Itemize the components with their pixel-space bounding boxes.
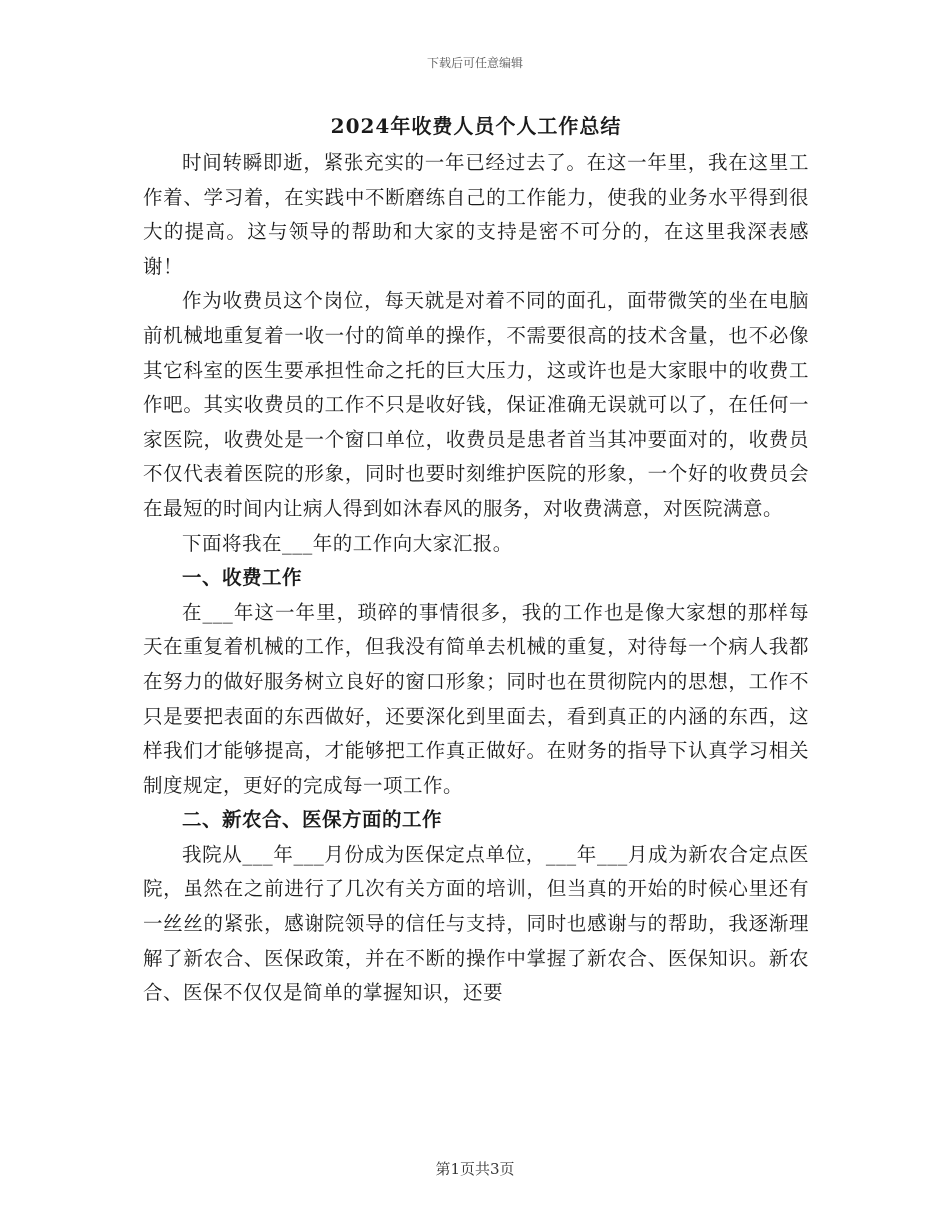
intro-paragraph-1: 时间转瞬即逝，紧张充实的一年已经过去了。在这一年里，我在这里工作着、学习着，在实践中不断磨练自己的工作能力，使我的业务水平得到很大的提高。这与领导的帮助和大家的支持是密不可分的，在这里我深表感谢！ [143,151,809,278]
page-number: 第1页共3页 [435,1160,515,1178]
page-header-note: 下载后可任意编辑 [426,56,523,70]
intro-paragraph-3: 下面将我在___年的工作向大家汇报。 [182,531,513,555]
document-title: 2024年收费人员个人工作总结 [330,114,622,138]
section-billing-paragraph: 在___年这一年里，琐碎的事情很多，我的工作也是像大家想的那样每天在重复着机械的工作，但我没有简单去机械的重复，对待每一个病人我都在努力的做好服务树立良好的窗口形象；同时也在贯彻院内的思想，工作不只是要把表面的东西做好，还要深化到里面去，看到真正的内涵的东西，这样我们才能够提高，才能够把工作真正做好。在财务的指导下认真学习相关制度规定，更好的完成每一项工作。 [143,600,809,797]
section-heading-billing: 一、收费工作 [182,566,303,590]
document-body [143,108,809,1011]
section-insurance-paragraph: 我院从___年___月份成为医保定点单位，___年___月成为新农合定点医院，虽然在之前进行了几次有关方面的培训，但当真的开始的时候心里还有一丝丝的紧张，感谢院领导的信任与支持，同时也感谢与的帮助，我逐渐理解了新农合、医保政策，并在不断的操作中掌握了新农合、医保知识。新农合、医保不仅仅是简单的掌握知识，还要 [143,842,809,1005]
intro-paragraph-2: 作为收费员这个岗位，每天就是对着不同的面孔，面带微笑的坐在电脑前机械地重复着一收一付的简单的操作，不需要很高的技术含量，也不必像其它科室的医生要承担性命之托的巨大压力，这或许也是大家眼中的收费工作吧。其实收费员的工作不只是收好钱，保证准确无误就可以了，在任何一家医院，收费处是一个窗口单位，收费员是患者首当其冲要面对的，收费员不仅代表着医院的形象，同时也要时刻维护医院的形象，一个好的收费员会在最短的时间内让病人得到如沐春风的服务，对收费满意，对医院满意。 [143,289,809,520]
section-heading-insurance: 二、新农合、医保方面的工作 [182,808,443,832]
